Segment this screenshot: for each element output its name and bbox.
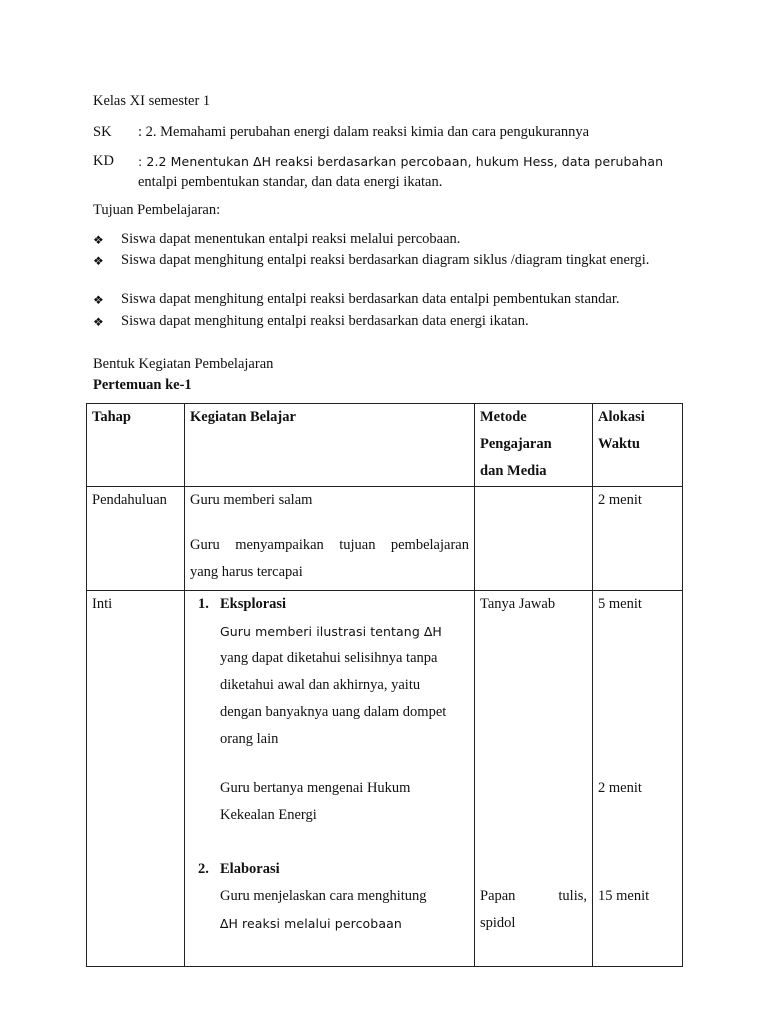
eksplorasi-waktu: 5 menit — [598, 596, 642, 612]
tujuan-item: Siswa dapat menghitung entalpi reaksi berdasarkan data entalpi pembentukan standar. — [121, 291, 620, 307]
elaborasi-line: ∆H reaksi melalui percobaan — [220, 916, 402, 931]
eksplorasi-line: diketahui awal dan akhirnya, yaitu — [220, 677, 421, 693]
eksplorasi-line: orang lain — [220, 731, 279, 747]
bullet-diamond-icon: ❖ — [93, 233, 104, 247]
tujuan-item: Siswa dapat menghitung entalpi reaksi berdasarkan data energi ikatan. — [121, 313, 529, 329]
inti-waktu — [593, 591, 683, 967]
pendahuluan-metode — [475, 487, 593, 591]
lesson-table — [86, 403, 683, 967]
pertemuan-title: Pertemuan ke-1 — [93, 377, 192, 393]
bullet-diamond-icon: ❖ — [93, 315, 104, 329]
elaborasi-number: 2. — [198, 861, 209, 877]
header-alokasi: Alokasi Waktu — [593, 404, 683, 487]
eksplorasi-line: yang dapat diketahui selisihnya tanpa — [220, 650, 438, 666]
header-tahap: Tahap — [87, 404, 185, 487]
bullet-diamond-icon: ❖ — [93, 293, 104, 307]
tanya-waktu: 2 menit — [598, 780, 642, 796]
kd-text-line1: : 2.2 Menentukan ∆H reaksi berdasarkan percobaan, hukum Hess, data perubahan — [138, 154, 664, 169]
elaborasi-waktu: 15 menit — [598, 888, 650, 904]
elaborasi-metode-2: spidol — [480, 915, 516, 931]
sk-text: : 2. Memahami perubahan energi dalam reaksi kimia dan cara pengukurannya — [138, 124, 590, 140]
eksplorasi-line: dengan banyaknya uang dalam dompet — [220, 704, 447, 720]
table-header-row — [87, 404, 683, 487]
pendahuluan-kegiatan: Guru memberi salam Guru menyampaikan tujuan pembelajaran yang harus tercapai — [185, 487, 475, 591]
tanya-line: Kekealan Energi — [220, 807, 317, 823]
tujuan-title: Tujuan Pembelajaran: — [93, 202, 221, 218]
kd-text-line2: entalpi pembentukan standar, dan data energi ikatan. — [138, 174, 443, 190]
bullet-diamond-icon: ❖ — [93, 254, 104, 268]
eksplorasi-metode: Tanya Jawab — [480, 596, 556, 612]
inti-metode — [475, 591, 593, 967]
kegiatan-title: Bentuk Kegiatan Pembelajaran — [93, 356, 274, 372]
table-row — [87, 487, 683, 591]
eksplorasi-number: 1. — [198, 596, 209, 612]
elaborasi-metode: Papan tulis, — [480, 888, 587, 904]
kelas-text: Kelas XI semester 1 — [93, 93, 211, 109]
tujuan-item: Siswa dapat menentukan entalpi reaksi melalui percobaan. — [121, 231, 461, 247]
pendahuluan-tahap: Pendahuluan — [87, 487, 185, 591]
header-kegiatan: Kegiatan Belajar — [185, 404, 475, 487]
header-metode: Metode Pengajaran dan Media — [475, 404, 593, 487]
inti-kegiatan — [185, 591, 475, 967]
kd-label: KD — [93, 153, 114, 169]
inti-tahap: Inti — [87, 591, 185, 967]
sk-label: SK — [93, 124, 112, 140]
elaborasi-title: Elaborasi — [220, 861, 280, 877]
pendahuluan-waktu: 2 menit — [593, 487, 683, 591]
eksplorasi-line: Guru memberi ilustrasi tentang ∆H — [220, 624, 442, 639]
table-row — [87, 591, 683, 967]
tanya-line: Guru bertanya mengenai Hukum — [220, 780, 411, 796]
tujuan-item: Siswa dapat menghitung entalpi reaksi berdasarkan diagram siklus /diagram tingkat energi. — [121, 252, 650, 268]
elaborasi-line: Guru menjelaskan cara menghitung — [220, 888, 427, 904]
eksplorasi-title: Eksplorasi — [220, 596, 287, 612]
